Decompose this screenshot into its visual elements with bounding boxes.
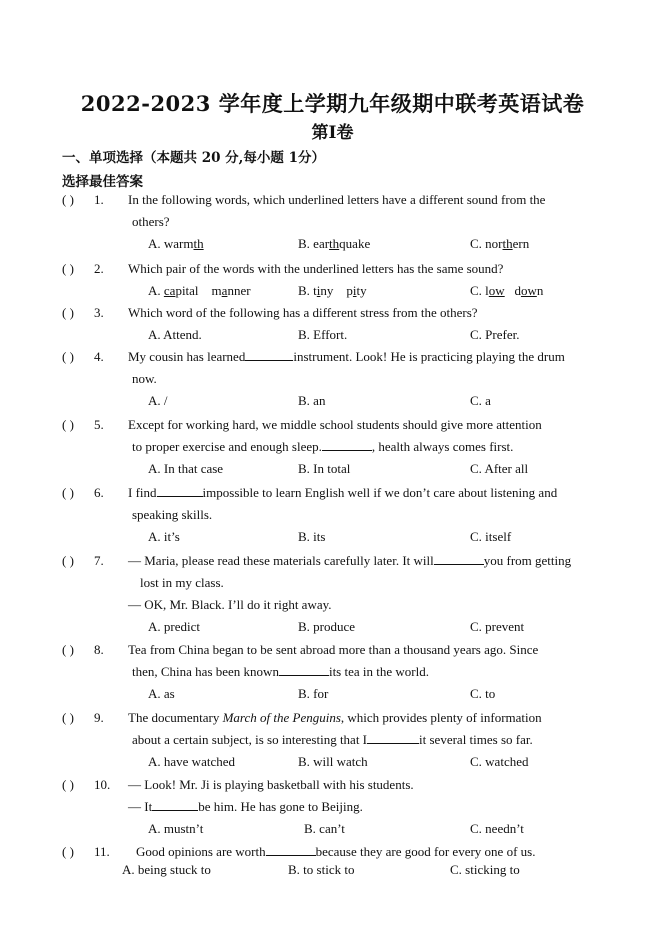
option-c[interactable]: C. northern [470, 236, 530, 251]
question-number: 11. [94, 844, 110, 859]
question-stem: In the following words, which underlined letters have a different sound from the [128, 192, 546, 207]
option-b[interactable]: B. tiny pity [298, 283, 367, 298]
answer-blank[interactable]: ( ) [62, 710, 74, 725]
fill-blank[interactable] [266, 843, 316, 856]
answer-blank[interactable]: ( ) [62, 349, 74, 364]
question-stem-continued: speaking skills. [132, 507, 213, 522]
question-stem: I find impossible to learn English well if we don’t care about listening and [128, 485, 558, 500]
question-stem-continued: now. [132, 371, 157, 386]
option-c[interactable]: C. sticking to [450, 862, 520, 877]
question-stem: Good opinions are worth because they are good for every one of us. [136, 844, 536, 859]
question-8 [62, 639, 622, 705]
question-number: 9. [94, 710, 104, 725]
question-number: 7. [94, 553, 104, 568]
fill-blank[interactable] [157, 484, 203, 497]
question-stem-continued: lost in my class. [140, 575, 224, 590]
question-2 [62, 258, 622, 302]
option-b[interactable]: B. earthquake [298, 236, 371, 251]
fill-blank[interactable] [434, 552, 484, 565]
option-c[interactable]: C. a [470, 393, 491, 408]
question-stem-continued: about a certain subject, is so interesting that I it several times so far. [132, 732, 533, 747]
option-b[interactable]: B. for [298, 686, 329, 701]
question-stem: Which word of the following has a different stress from the others? [128, 305, 478, 320]
question-number: 1. [94, 192, 104, 207]
option-b[interactable]: B. can’t [304, 821, 345, 836]
question-1 [62, 189, 622, 255]
option-b[interactable]: B. produce [298, 619, 356, 634]
question-4 [62, 346, 622, 412]
answer-blank[interactable]: ( ) [62, 261, 74, 276]
question-stem-continued: to proper exercise and enough sleep. , health always comes first. [132, 439, 514, 454]
question-stem-continued: — It be him. He has gone to Beijing. [128, 799, 363, 814]
option-a[interactable]: A. capital manner [148, 283, 251, 298]
question-stem: My cousin has learned instrument. Look! He is practicing playing the drum [128, 349, 565, 364]
option-c[interactable]: C. After all [470, 461, 529, 476]
option-a[interactable]: A. it’s [148, 529, 180, 544]
option-b[interactable]: B. In total [298, 461, 351, 476]
option-b[interactable]: B. Effort. [298, 327, 348, 342]
question-stem-continued: then, China has been known its tea in the world. [132, 664, 429, 679]
answer-blank[interactable]: ( ) [62, 844, 74, 859]
question-10 [62, 774, 622, 840]
dialogue-reply: — OK, Mr. Black. I’ll do it right away. [128, 597, 332, 612]
question-stem: The documentary March of the Penguins, which provides plenty of information [128, 710, 542, 725]
question-number: 8. [94, 642, 104, 657]
answer-blank[interactable]: ( ) [62, 642, 74, 657]
option-a[interactable]: A. warmth [148, 236, 204, 251]
answer-blank[interactable]: ( ) [62, 305, 74, 320]
option-c[interactable]: C. to [470, 686, 496, 701]
question-number: 2. [94, 261, 104, 276]
question-number: 4. [94, 349, 104, 364]
question-7 [62, 550, 622, 638]
option-a[interactable]: A. predict [148, 619, 200, 634]
option-c[interactable]: C. Prefer. [470, 327, 520, 342]
option-c[interactable]: C. low down [470, 283, 544, 298]
section-heading: 一、单项选择（本题共 20 分,每小题 1分） [62, 150, 325, 166]
option-a[interactable]: A. being stuck to [122, 862, 211, 877]
question-stem: — Maria, please read these materials carefully later. It will you from getting [128, 553, 572, 568]
question-number: 3. [94, 305, 104, 320]
question-stem: — Look! Mr. Ji is playing basketball with his students. [128, 777, 414, 792]
part-label: 第Ⅰ卷 [311, 123, 354, 143]
question-stem: Which pair of the words with the underlined letters has the same sound? [128, 261, 504, 276]
question-3 [62, 302, 622, 346]
fill-blank[interactable] [322, 438, 372, 451]
option-b[interactable]: B. will watch [298, 754, 368, 769]
option-a[interactable]: A. have watched [148, 754, 235, 769]
fill-blank[interactable] [279, 663, 329, 676]
fill-blank[interactable] [152, 798, 198, 811]
question-number: 6. [94, 485, 104, 500]
option-a[interactable]: A. mustn’t [148, 821, 204, 836]
answer-blank[interactable]: ( ) [62, 485, 74, 500]
answer-blank[interactable]: ( ) [62, 553, 74, 568]
question-11 [62, 841, 622, 881]
page-title: 2022-2023 学年度上学期九年级期中联考英语试卷 [80, 91, 585, 116]
answer-blank[interactable]: ( ) [62, 417, 74, 432]
option-c[interactable]: C. prevent [470, 619, 525, 634]
question-number: 10. [94, 777, 111, 792]
option-a[interactable]: A. Attend. [148, 327, 202, 342]
option-a[interactable]: A. / [148, 393, 168, 408]
option-a[interactable]: A. as [148, 686, 175, 701]
question-stem: Except for working hard, we middle school students should give more attention [128, 417, 542, 432]
option-b[interactable]: B. an [298, 393, 326, 408]
option-b[interactable]: B. its [298, 529, 326, 544]
fill-blank[interactable] [245, 348, 293, 361]
fill-blank[interactable] [367, 731, 419, 744]
question-stem-continued: others? [132, 214, 170, 229]
option-a[interactable]: A. In that case [148, 461, 224, 476]
question-stem: Tea from China began to be sent abroad more than a thousand years ago. Since [128, 642, 539, 657]
question-9 [62, 707, 622, 773]
instruction: 选择最佳答案 [62, 174, 143, 190]
option-b[interactable]: B. to stick to [288, 862, 355, 877]
option-c[interactable]: C. itself [470, 529, 512, 544]
question-5 [62, 414, 622, 480]
option-c[interactable]: C. needn’t [470, 821, 524, 836]
option-c[interactable]: C. watched [470, 754, 529, 769]
question-6 [62, 482, 622, 548]
question-number: 5. [94, 417, 104, 432]
answer-blank[interactable]: ( ) [62, 192, 74, 207]
answer-blank[interactable]: ( ) [62, 777, 74, 792]
